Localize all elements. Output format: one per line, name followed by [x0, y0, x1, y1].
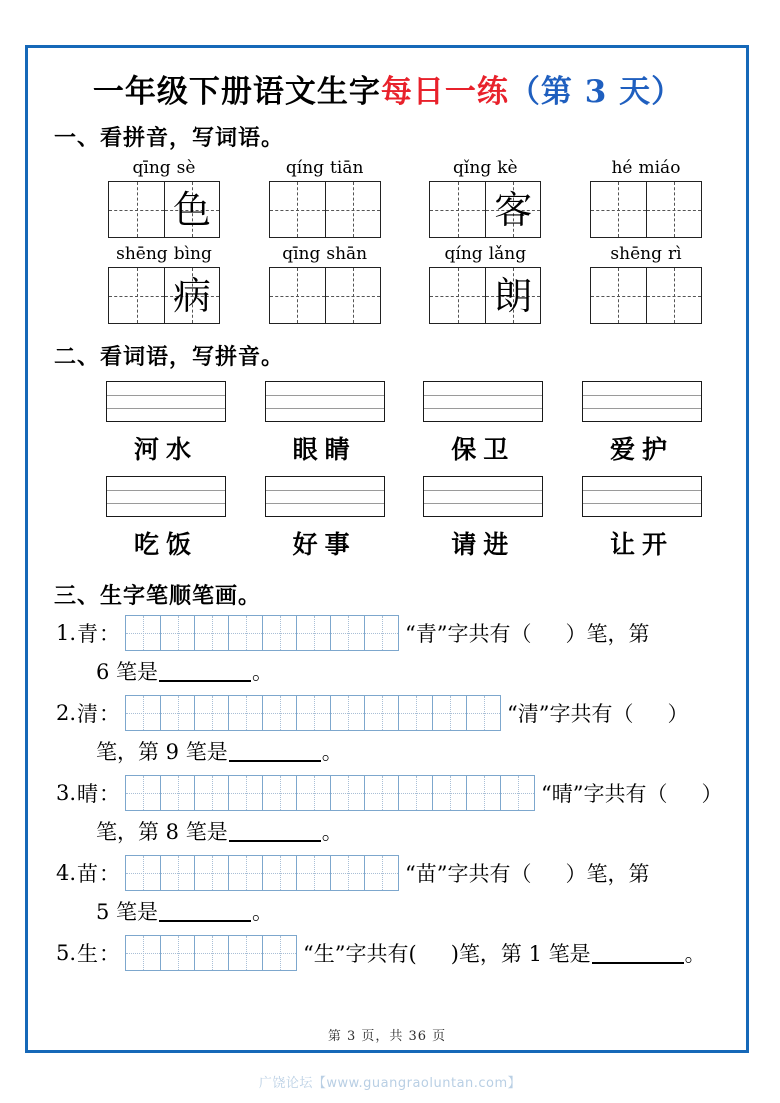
word-to-pinyin-item [582, 381, 702, 466]
stroke-practice-cell[interactable] [330, 856, 364, 890]
stroke-practice-cell[interactable] [126, 696, 160, 730]
pinyin-to-word-item [108, 158, 220, 238]
question-text-before: “清”字共有（ [507, 702, 634, 726]
pinyin-syllable: bìng [173, 244, 212, 264]
pinyin-syllable: shēng [116, 244, 168, 264]
tianzige-char: 朗 [494, 273, 533, 318]
stroke-practice-cell[interactable] [466, 696, 500, 730]
stroke-practice-cell[interactable] [466, 776, 500, 810]
pinyin-label [116, 244, 212, 264]
pinyin-syllable: qíng [444, 244, 483, 264]
stroke-practice-cell[interactable] [398, 776, 432, 810]
stroke-practice-cell[interactable] [160, 616, 194, 650]
stroke-practice-cell[interactable] [330, 696, 364, 730]
stroke-practice-cell[interactable] [330, 776, 364, 810]
tianzige-cell[interactable] [109, 182, 164, 237]
stroke-practice-cell[interactable] [228, 696, 262, 730]
stroke-name-answer-blank[interactable] [229, 741, 321, 762]
vocabulary-word: 吃饭 [133, 530, 198, 559]
pinyin-writing-box[interactable] [106, 476, 226, 517]
stroke-order-item [56, 774, 728, 850]
page-title [48, 66, 728, 111]
stroke-practice-cell[interactable] [262, 616, 296, 650]
pinyin-guide-line [107, 490, 225, 491]
target-character: 生 [77, 942, 99, 966]
pinyin-guide-line [583, 395, 701, 396]
target-character: 苗 [77, 862, 99, 886]
question-text-after: ） [701, 782, 723, 806]
stroke-practice-grid[interactable] [125, 775, 535, 811]
stroke-practice-cell[interactable] [364, 616, 398, 650]
section-two-heading: 二、看词语，写拼音。 [54, 344, 285, 370]
period-mark: 。 [252, 660, 274, 684]
item-number: 3. [56, 781, 77, 805]
pinyin-guide-line [107, 408, 225, 409]
vocabulary-word: 爱护 [609, 435, 674, 464]
question-text-before: “青”字共有（ [405, 622, 532, 646]
period-mark: 。 [684, 942, 706, 966]
stroke-practice-cell[interactable] [160, 856, 194, 890]
target-character: 青 [77, 622, 99, 646]
item-number: 4. [56, 861, 77, 885]
stroke-practice-cell[interactable] [296, 696, 330, 730]
tianzige-grid[interactable] [108, 267, 220, 324]
stroke-practice-cell[interactable] [262, 856, 296, 890]
stroke-practice-cell[interactable] [194, 696, 228, 730]
vocabulary-word: 河水 [133, 435, 198, 464]
stroke-practice-cell[interactable] [262, 936, 296, 970]
period-mark: 。 [252, 900, 274, 924]
tianzige-char: 色 [172, 187, 211, 232]
pinyin-guide-line [583, 408, 701, 409]
tianzige-cell[interactable] [270, 268, 325, 323]
question-text-wrapped: 笔，第 9 笔是 [96, 740, 228, 764]
stroke-practice-cell[interactable] [126, 856, 160, 890]
tianzige-cell[interactable] [485, 182, 540, 237]
question-text-wrapped: 5 笔是 [96, 900, 159, 924]
pinyin-syllable: rì [667, 244, 682, 264]
tianzige-cell[interactable] [430, 182, 485, 237]
stroke-practice-cell[interactable] [296, 776, 330, 810]
stroke-order-line [56, 774, 728, 812]
pinyin-guide-line [107, 503, 225, 504]
colon-separator: ： [99, 702, 121, 726]
stroke-order-item [56, 694, 728, 770]
tianzige-grid[interactable] [590, 267, 702, 324]
word-to-pinyin-item [423, 476, 543, 561]
word-to-pinyin-item [106, 476, 226, 561]
tianzige-cell[interactable] [325, 182, 380, 237]
tianzige-cell[interactable] [270, 182, 325, 237]
pinyin-to-word-row [48, 244, 728, 324]
stroke-practice-cell[interactable] [364, 776, 398, 810]
pinyin-to-word-item [108, 244, 220, 324]
pinyin-syllable: qíng [285, 158, 325, 178]
stroke-order-line-continued [96, 892, 728, 930]
title-main: 一年级下册语文生字 [92, 74, 381, 110]
pinyin-guide-line [266, 490, 384, 491]
section-three-content [48, 614, 728, 972]
question-text-after: ） [667, 702, 689, 726]
stroke-practice-cell[interactable] [296, 616, 330, 650]
stroke-order-line [56, 614, 728, 652]
pinyin-writing-box[interactable] [582, 381, 702, 422]
stroke-order-line [56, 854, 728, 892]
title-day: （第 3 天） [508, 74, 684, 110]
section-three-heading: 三、生字笔顺笔画。 [54, 583, 262, 609]
pinyin-guide-line [424, 395, 542, 396]
stroke-practice-grid[interactable] [125, 935, 297, 971]
tianzige-grid[interactable] [269, 267, 381, 324]
question-text-after: ）笔，第 [565, 862, 650, 886]
stroke-practice-cell[interactable] [160, 936, 194, 970]
stroke-practice-cell[interactable] [194, 936, 228, 970]
stroke-order-line-continued [96, 812, 728, 850]
pinyin-guide-line [424, 490, 542, 491]
pinyin-label [610, 244, 681, 264]
pinyin-syllable: lǎng [488, 244, 527, 264]
pinyin-guide-line [266, 408, 384, 409]
vocabulary-word: 眼睛 [292, 435, 357, 464]
question-text-before: “生”字共有( [303, 942, 417, 966]
period-mark: 。 [321, 820, 343, 844]
stroke-practice-cell[interactable] [500, 776, 534, 810]
stroke-name-answer-blank[interactable] [159, 661, 251, 682]
title-highlight: 每日一练 [380, 74, 509, 110]
stroke-order-item [56, 934, 728, 972]
question-text-before: “苗”字共有（ [405, 862, 532, 886]
stroke-practice-cell[interactable] [262, 696, 296, 730]
pinyin-to-word-row [48, 158, 728, 238]
item-number: 5. [56, 941, 77, 965]
tianzige-grid[interactable] [429, 267, 541, 324]
stroke-name-answer-blank[interactable] [592, 943, 684, 964]
stroke-practice-cell[interactable] [364, 696, 398, 730]
tianzige-char: 客 [494, 187, 533, 232]
pinyin-writing-box[interactable] [423, 381, 543, 422]
footer [28, 1025, 746, 1044]
stroke-order-line [56, 694, 728, 732]
pinyin-syllable: sè [176, 158, 196, 178]
page-number-text: 第 3 页，共 36 页 [327, 1029, 447, 1044]
pinyin-label [611, 158, 680, 178]
section-one-content [48, 158, 728, 324]
pinyin-writing-box[interactable] [106, 381, 226, 422]
pinyin-to-word-item [269, 244, 381, 324]
pinyin-to-word-item [590, 158, 702, 238]
pinyin-guide-line [583, 490, 701, 491]
colon-separator: ： [99, 862, 121, 886]
pinyin-to-word-item [590, 244, 702, 324]
item-number: 1. [56, 621, 77, 645]
word-to-pinyin-item [265, 381, 385, 466]
pinyin-to-word-item [429, 244, 541, 324]
item-number: 2. [56, 701, 77, 725]
period-mark: 。 [321, 740, 343, 764]
stroke-practice-cell[interactable] [364, 856, 398, 890]
stroke-practice-cell[interactable] [228, 936, 262, 970]
colon-separator: ： [99, 782, 121, 806]
pinyin-label [133, 158, 196, 178]
section-one-heading: 一、看拼音，写词语。 [54, 125, 285, 151]
stroke-practice-cell[interactable] [194, 856, 228, 890]
stroke-order-line-continued [96, 652, 728, 690]
pinyin-to-word-item [429, 158, 541, 238]
pinyin-writing-box[interactable] [265, 381, 385, 422]
vocabulary-word: 让开 [609, 530, 674, 559]
tianzige-cell[interactable] [164, 268, 219, 323]
stroke-practice-cell[interactable] [432, 776, 466, 810]
tianzige-grid[interactable] [429, 181, 541, 238]
target-character: 清 [77, 702, 99, 726]
pinyin-syllable: miáo [638, 158, 681, 178]
stroke-practice-cell[interactable] [126, 936, 160, 970]
question-text-after: ）笔，第 [565, 622, 650, 646]
colon-separator: ： [99, 622, 121, 646]
pinyin-syllable: qīng [132, 158, 171, 178]
word-to-pinyin-row [48, 381, 728, 466]
tianzige-cell[interactable] [164, 182, 219, 237]
stroke-name-answer-blank[interactable] [159, 901, 251, 922]
word-to-pinyin-row [48, 476, 728, 561]
stroke-practice-cell[interactable] [262, 776, 296, 810]
tianzige-cell[interactable] [646, 268, 701, 323]
pinyin-syllable: tiān [330, 158, 364, 178]
tianzige-char: 病 [172, 273, 211, 318]
pinyin-writing-box[interactable] [423, 476, 543, 517]
pinyin-guide-line [424, 408, 542, 409]
tianzige-grid[interactable] [108, 181, 220, 238]
stroke-practice-cell[interactable] [432, 696, 466, 730]
pinyin-syllable: shēng [610, 244, 662, 264]
stroke-order-line-continued [96, 732, 728, 770]
vocabulary-word: 请进 [451, 530, 516, 559]
stroke-practice-cell[interactable] [126, 616, 160, 650]
worksheet-body [28, 48, 746, 1050]
watermark: 广饶论坛【www.guangraoluntan.com】 [258, 1076, 522, 1091]
colon-separator: ： [99, 942, 121, 966]
pinyin-writing-box[interactable] [582, 476, 702, 517]
stroke-order-item [56, 614, 728, 690]
stroke-order-item [56, 854, 728, 930]
question-text-before: “晴”字共有（ [541, 782, 668, 806]
tianzige-cell[interactable] [430, 268, 485, 323]
tianzige-cell[interactable] [646, 182, 701, 237]
pinyin-guide-line [107, 395, 225, 396]
stroke-order-line [56, 934, 728, 972]
stroke-name-answer-blank[interactable] [229, 821, 321, 842]
pinyin-to-word-item [269, 158, 381, 238]
stroke-practice-grid[interactable] [125, 855, 399, 891]
pinyin-syllable: qīng [282, 244, 321, 264]
worksheet-frame [25, 45, 749, 1053]
stroke-practice-grid[interactable] [125, 695, 501, 731]
question-text-after: )笔，第 1 笔是 [450, 942, 591, 966]
stroke-practice-cell[interactable] [330, 616, 364, 650]
stroke-practice-cell[interactable] [228, 616, 262, 650]
stroke-practice-grid[interactable] [125, 615, 399, 651]
pinyin-guide-line [266, 503, 384, 504]
section-two-content [48, 381, 728, 561]
tianzige-cell[interactable] [485, 268, 540, 323]
pinyin-label [282, 244, 367, 264]
pinyin-syllable: qǐng [453, 158, 492, 178]
vocabulary-word: 保卫 [451, 435, 516, 464]
stroke-practice-cell[interactable] [194, 776, 228, 810]
pinyin-syllable: hé [611, 158, 633, 178]
pinyin-guide-line [583, 503, 701, 504]
vocabulary-word: 好事 [292, 530, 357, 559]
tianzige-cell[interactable] [109, 268, 164, 323]
pinyin-label [445, 244, 527, 264]
pinyin-guide-line [424, 503, 542, 504]
tianzige-cell[interactable] [591, 182, 646, 237]
stroke-practice-cell[interactable] [398, 696, 432, 730]
word-to-pinyin-item [423, 381, 543, 466]
word-to-pinyin-item [582, 476, 702, 561]
word-to-pinyin-item [265, 476, 385, 561]
pinyin-syllable: kè [497, 158, 518, 178]
stroke-practice-cell[interactable] [228, 856, 262, 890]
tianzige-grid[interactable] [269, 181, 381, 238]
pinyin-writing-box[interactable] [265, 476, 385, 517]
tianzige-grid[interactable] [590, 181, 702, 238]
question-text-wrapped: 笔，第 8 笔是 [96, 820, 228, 844]
stroke-practice-cell[interactable] [160, 696, 194, 730]
stroke-practice-cell[interactable] [126, 776, 160, 810]
pinyin-guide-line [266, 395, 384, 396]
stroke-practice-cell[interactable] [160, 776, 194, 810]
tianzige-cell[interactable] [325, 268, 380, 323]
pinyin-label [286, 158, 364, 178]
stroke-practice-cell[interactable] [194, 616, 228, 650]
pinyin-label [453, 158, 518, 178]
pinyin-syllable: shān [326, 244, 368, 264]
target-character: 晴 [77, 782, 99, 806]
stroke-practice-cell[interactable] [296, 856, 330, 890]
question-text-wrapped: 6 笔是 [96, 660, 159, 684]
tianzige-cell[interactable] [591, 268, 646, 323]
stroke-practice-cell[interactable] [228, 776, 262, 810]
word-to-pinyin-item [106, 381, 226, 466]
